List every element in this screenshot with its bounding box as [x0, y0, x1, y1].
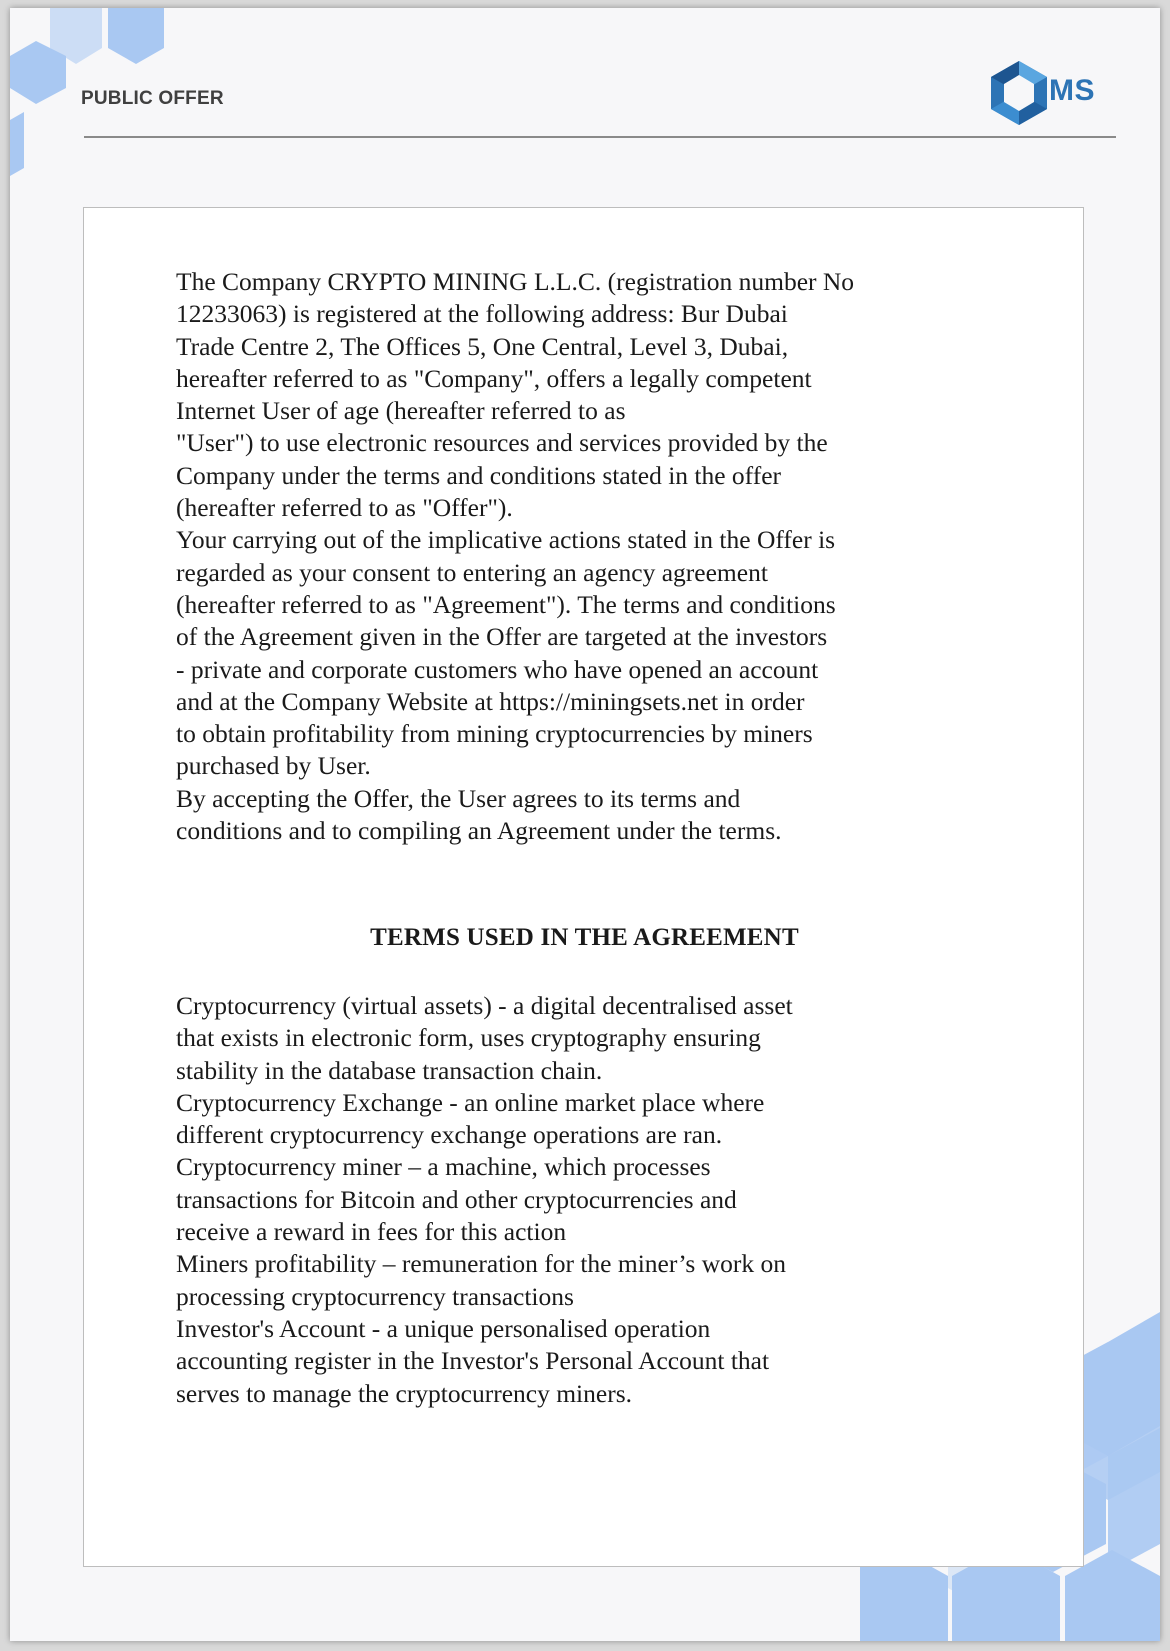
- terms-line: that exists in electronic form, uses cryptography ensuring: [176, 1023, 761, 1053]
- terms-line: receive a reward in fees for this action: [176, 1217, 567, 1247]
- terms-line: processing cryptocurrency transactions: [176, 1281, 574, 1311]
- intro-line: to obtain profitability from mining cryptocurrencies by miners: [176, 719, 813, 749]
- intro-line: 12233063) is registered at the following address: Bur Dubai: [176, 299, 788, 329]
- terms-line: Investor's Account - a unique personalised operation: [176, 1313, 711, 1343]
- intro-line: The Company CRYPTO MINING L.L.C. (registration number No: [176, 267, 855, 296]
- terms-line: Miners profitability – remuneration for the miner’s work on: [176, 1249, 786, 1279]
- terms-line: Cryptocurrency (virtual assets) - a digital decentralised asset: [176, 991, 793, 1020]
- intro-line: Company under the terms and conditions stated in the offer: [176, 460, 782, 490]
- intro-line: (hereafter referred to as "Agreement"). The terms and conditions: [176, 589, 836, 619]
- logo-text: MS: [1049, 74, 1095, 107]
- terms-definitions: [176, 990, 1026, 1410]
- intro-line: - private and corporate customers who have opened an account: [176, 654, 819, 684]
- terms-line: serves to manage the cryptocurrency miners.: [176, 1378, 632, 1408]
- terms-line: stability in the database transaction chain.: [176, 1055, 603, 1085]
- terms-line: Cryptocurrency Exchange - an online market place where: [176, 1087, 765, 1117]
- intro-line: and at the Company Website at https://miningsets.net in order: [176, 686, 805, 716]
- terms-line: transactions for Bitcoin and other cryptocurrencies and: [176, 1184, 737, 1214]
- intro-line: hereafter referred to as "Company", offers a legally competent: [176, 363, 812, 393]
- intro-line: purchased by User.: [176, 751, 371, 781]
- intro-line: regarded as your consent to entering an agency agreement: [176, 557, 768, 587]
- terms-line: Cryptocurrency miner – a machine, which processes: [176, 1152, 711, 1182]
- terms-line: accounting register in the Investor's Personal Account that: [176, 1346, 770, 1376]
- intro-line: Your carrying out of the implicative actions stated in the Offer is: [176, 525, 836, 555]
- terms-line: different cryptocurrency exchange operations are ran.: [176, 1120, 723, 1150]
- intro-line: of the Agreement given in the Offer are targeted at the investors: [176, 622, 828, 652]
- intro-paragraph: [176, 266, 1026, 847]
- intro-line: "User") to use electronic resources and services provided by the: [176, 428, 828, 458]
- intro-line: conditions and to compiling an Agreement under the terms.: [176, 816, 782, 846]
- intro-line: (hereafter referred to as "Offer").: [176, 493, 513, 523]
- terms-section-title: TERMS USED IN THE AGREEMENT: [370, 924, 799, 951]
- offer-content-box: [83, 207, 1084, 1567]
- intro-line: By accepting the Offer, the User agrees to its terms and: [176, 783, 741, 813]
- intro-line: Internet User of age (hereafter referred to as: [176, 396, 626, 426]
- header-title: PUBLIC OFFER: [81, 88, 224, 109]
- header-divider: [84, 136, 1116, 138]
- document-page: [10, 8, 1160, 1641]
- intro-line: Trade Centre 2, The Offices 5, One Central, Level 3, Dubai,: [176, 331, 789, 361]
